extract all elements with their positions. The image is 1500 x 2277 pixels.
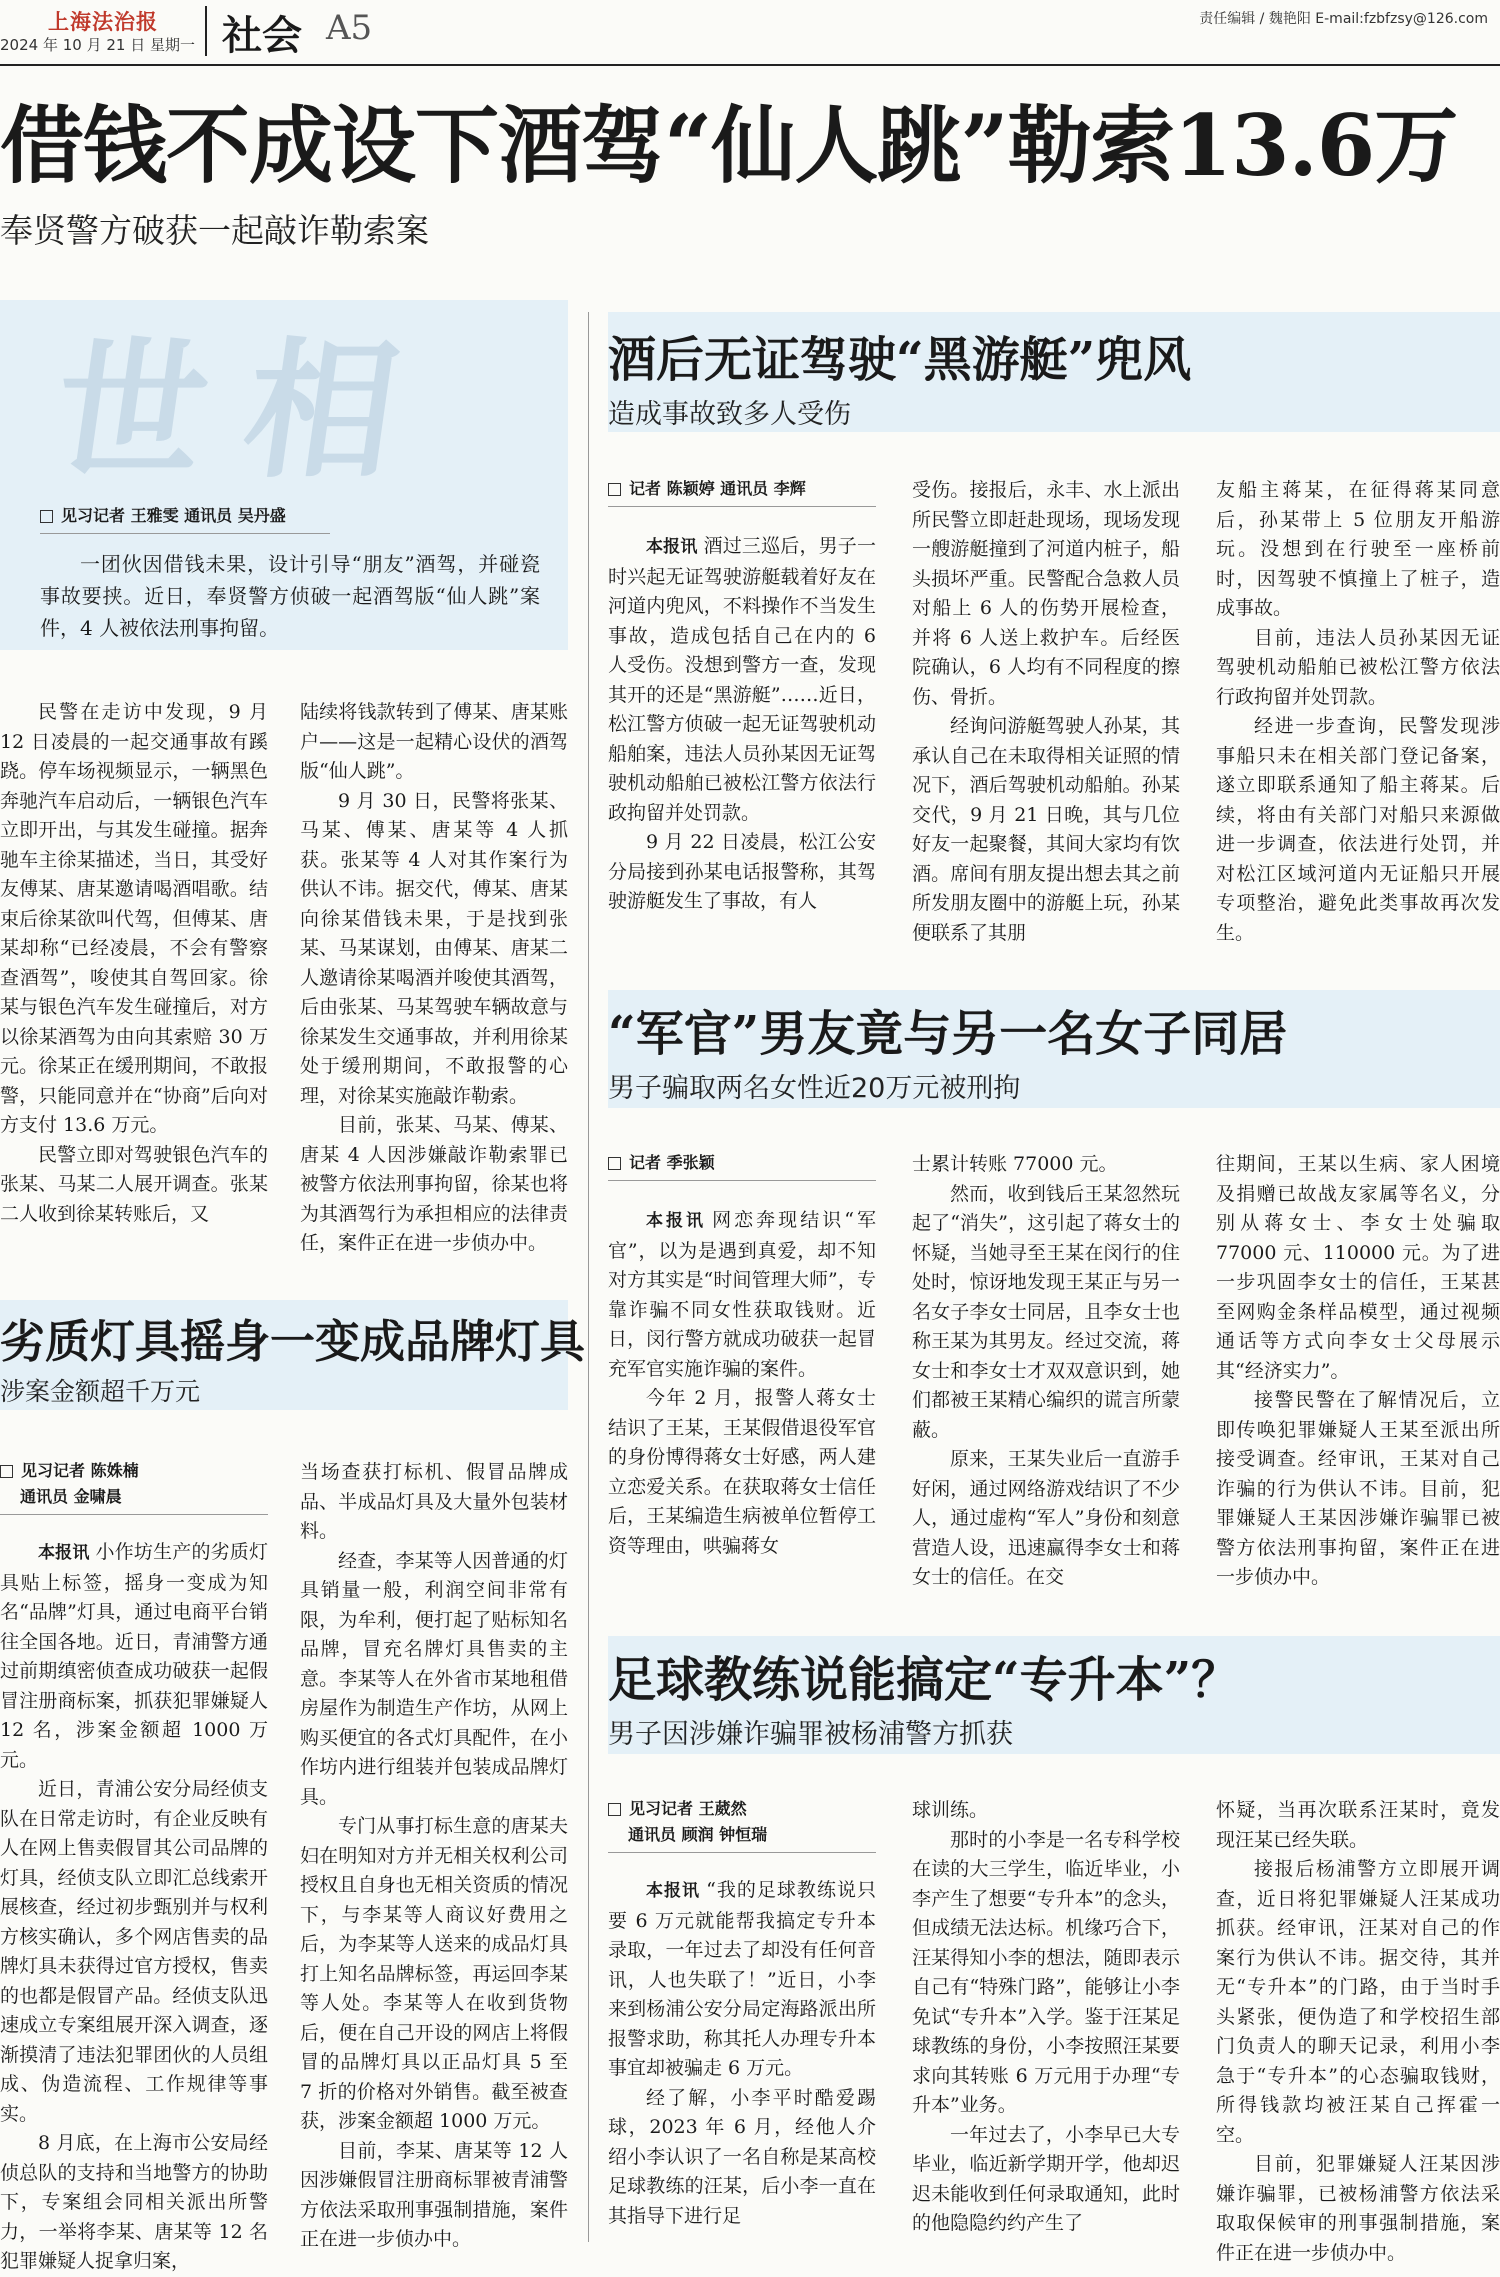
paragraph: 那时的小李是一名专科学校在读的大三学生，临近毕业，小李产生了想要“专升本”的念头，但成绩无法达标。机缘巧合下，汪某得知小李的想法，随即表示自己有“特殊门路”，能够让小李免试“专升本”入学。鉴于汪某足球教练的身份，小李按照汪某要求向其转账 6 万元用于办理“专升本”业务。 — [912, 1828, 1180, 2116]
issue-date: 2024 年 10 月 21 日 星期一 — [0, 36, 195, 54]
byline-box-icon — [608, 1157, 621, 1170]
officer-byline — [608, 1150, 876, 1181]
paragraph: 士累计转账 77000 元。 — [912, 1153, 1118, 1175]
coach-col-2 — [912, 1796, 1180, 2239]
lamps-title: 劣质灯具摇身一变成品牌灯具 — [0, 1315, 586, 1368]
officer-col-1 — [608, 1206, 876, 1561]
paragraph: 原来，王某失业后一直游手好闲，通过网络游戏结识了不少人，通过虚构“军人”身份和刻意营造人设，迅速赢得李女士和蒋女士的信任。在交 — [912, 1448, 1180, 1588]
lead-byline-text: 见习记者 王雅雯 通讯员 吴丹盛 — [61, 506, 286, 525]
paragraph: 友船主蒋某，在征得蒋某同意后，孙某带上 5 位朋友开船游玩。没想到在行驶至一座桥前时，因驾驶不慎撞上了桩子，造成事故。 — [1216, 479, 1500, 619]
paragraph: “我的足球教练说只要 6 万元就能帮我搞定专升本录取，一年过去了却没有任何音讯，人也失联了！”近日，小李来到杨浦公安分局定海路派出所报警求助，称其托人办理专升本事宜却被骗走 6 万元。 — [608, 1879, 876, 2079]
paragraph: 经进一步查询，民警发现涉事船只未在相关部门登记备案，遂立即联系通知了船主蒋某。后续，将由有关部门对船只来源做进一步调查，依法进行处罚，并对松江区域河道内无证船只开展专项整治，避免此类事故再次发生。 — [1216, 715, 1500, 944]
coach-col-1 — [608, 1876, 876, 2231]
lead-byline — [40, 503, 330, 534]
paragraph: 9 月 22 日凌晨，松江公安分局接到孙某电话报警称，其驾驶游艇发生了事故，有人 — [608, 831, 876, 912]
paragraph: 经查，李某等人因普通的灯具销量一般，利润空间非常有限，为牟利，便打起了贴标知名品牌，冒充名牌灯具售卖的主意。李某等人在外省市某地租借房屋作为制造生产作坊，从网上购买便宜的各式灯具配件，在小作坊内进行组装并包装成品牌灯具。 — [300, 1549, 568, 1808]
lead-intro-text: 一团伙因借钱未果，设计引导“朋友”酒驾，并碰瓷事故要挟。近日，奉贤警方侦破一起酒驾版“仙人跳”案件，4 人被依法刑事拘留。 — [40, 552, 540, 640]
paragraph: 怀疑，当再次联系汪某时，竟发现汪某已经失联。 — [1216, 1799, 1500, 1851]
coach-byline-1: 见习记者 王葳然 — [629, 1799, 747, 1818]
lamps-byline-2: 通讯员 金啸晨 — [20, 1487, 122, 1506]
boat-lead: 本报讯 — [646, 537, 698, 557]
paragraph: 往期间，王某以生病、家人困境及捐赠已故战友家属等名义，分别从蒋女士、李女士处骗取 77000 元、110000 元。为了进一步巩固李女士的信任，王某甚至网购金条样品模型，通过视频通话等方式向李女士父母展示其“经济实力”。 — [1216, 1153, 1500, 1382]
lamps-byline — [0, 1458, 268, 1515]
lamps-byline-1: 见习记者 陈姝楠 — [21, 1461, 139, 1480]
officer-lead: 本报讯 — [646, 1211, 707, 1231]
officer-byline-text: 记者 季张颖 — [629, 1153, 715, 1172]
masthead — [0, 0, 1500, 62]
officer-col-2 — [912, 1150, 1180, 1593]
coach-byline-2: 通讯员 顾润 钟恒瑞 — [628, 1825, 768, 1844]
boat-title: 酒后无证驾驶“黑游艇”兜风 — [608, 332, 1192, 388]
lamps-col-2 — [300, 1458, 568, 2255]
column-logo-shixiang: 世相 — [43, 323, 449, 499]
boat-col-2 — [912, 476, 1180, 948]
officer-subtitle: 男子骗取两名女性近20万元被刑拘 — [608, 1073, 1021, 1104]
masthead-rule — [0, 64, 1500, 66]
paragraph: 受伤。接报后，永丰、水上派出所民警立即赶赴现场，现场发现一艘游艇撞到了河道内桩子，船头损坏严重。民警配合急救人员对船上 6 人的伤势开展检查，并将 6 人送上救护车。后经医院确认，6 人均有不同程度的擦伤、骨折。 — [912, 479, 1180, 708]
byline-box-icon — [0, 1465, 13, 1478]
byline-box-icon — [608, 483, 621, 496]
paragraph: 民警在走访中发现，9 月 12 日凌晨的一起交通事故有蹊跷。停车场视频显示，一辆黑色奔驰汽车启动后，一辆银色汽车立即开出，与其发生碰撞。据奔驰车主徐某描述，当日，其受好友傅某、唐某邀请喝酒唱歌。结束后徐某欲叫代驾，但傅某、唐某却称“已经凌晨，不会有警察查酒驾”，唆使其自驾回家。徐某与银色汽车发生碰撞后，对方以徐某酒驾为由向其索赔 30 万元。徐某正在缓刑期间，不敢报警，只能同意并在“协商”后向对方支付 13.6 万元。 — [0, 701, 268, 1136]
lamps-subtitle: 涉案金额超千万元 — [0, 1377, 201, 1406]
coach-subtitle: 男子因涉嫌诈骗罪被杨浦警方抓获 — [608, 1719, 1013, 1750]
lamps-col-1 — [0, 1538, 268, 2277]
paragraph: 经询问游艇驾驶人孙某，其承认自己在未取得相关证照的情况下，酒后驾驶机动船舶。孙某交代，9 月 21 日晚，其与几位好友一起聚餐，其间大家均有饮酒。席间有朋友提出想去其之前所发朋友圈中的游艇上玩，孙某便联系了其朋 — [912, 715, 1180, 944]
paragraph: 陆续将钱款转到了傅某、唐某账户——这是一起精心设伏的酒驾版“仙人跳”。 — [300, 701, 568, 782]
paragraph: 酒过三巡后，男子一时兴起无证驾驶游艇载着好友在河道内兜风，不料操作不当发生事故，造成包括自己在内的 6 人受伤。没想到警方一查，发现其开的还是“黑游艇”……近日，松江警方侦破一起无证驾驶机动船舶案，违法人员孙某因无证驾驶机动船舶已被松江警方依法行政拘留并处罚款。 — [608, 535, 876, 824]
lead-col-2 — [300, 698, 568, 1259]
lead-subhead: 奉贤警方破获一起敲诈勒索案 — [0, 211, 429, 250]
paragraph: 小作坊生产的劣质灯具贴上标签，摇身一变成为知名“品牌”灯具，通过电商平台销往全国各地。近日，青浦警方通过前期缜密侦查成功破获一起假冒注册商标案，抓获犯罪嫌疑人 12 名，涉案金额超 1000 万元。 — [0, 1541, 268, 1771]
officer-col-3 — [1216, 1150, 1500, 1593]
paragraph: 球训练。 — [912, 1799, 989, 1821]
paragraph: 专门从事打标生意的唐某夫妇在明知对方并无相关权利公司授权且自身也无相关资质的情况下，与李某等人商议好费用之后，为李某等人送来的成品灯具打上知名品牌标签，再运回李某等人处。李某等人在收到货物后，便在自己开设的网店上将假冒的品牌灯具以正品灯具 5 至 7 折的价格对外销售。截至被查获，涉案金额超 1000 万元。 — [300, 1815, 568, 2132]
paragraph: 接报后杨浦警方立即展开调查，近日将犯罪嫌疑人汪某成功抓获。经审讯，汪某对自己的作案行为供认不讳。据交待，其并无“专升本”的门路，由于当时手头紧张，便伪造了和学校招生部门负责人的聊天记录，利用小李急于“专升本”的心态骗取钱财，所得钱款均被汪某自己挥霍一空。 — [1216, 1858, 1500, 2146]
paragraph: 接警民警在了解情况后，立即传唤犯罪嫌疑人王某至派出所接受调查。经审讯，王某对自己诈骗的行为供认不讳。目前，犯罪嫌疑人王某因涉嫌诈骗罪已被警方依法刑事拘留，案件正在进一步侦办中。 — [1216, 1389, 1500, 1588]
paragraph: 今年 2 月，报警人蒋女士结识了王某，王某假借退役军官的身份博得蒋女士好感，两人建立恋爱关系。在获取蒋女士信任后，王某编造生病被单位暂停工资等理由，哄骗蒋女 — [608, 1387, 876, 1557]
paragraph: 当场查获打标机、假冒品牌成品、半成品灯具及大量外包装材料。 — [300, 1461, 568, 1542]
boat-col-1 — [608, 532, 876, 917]
paragraph: 目前，李某、唐某等 12 人因涉嫌假冒注册商标罪被青浦警方依法采取刑事强制措施，案件正在进一步侦办中。 — [300, 2139, 568, 2250]
paragraph: 目前，犯罪嫌疑人汪某因涉嫌诈骗罪，已被杨浦警方依法采取取保候审的刑事强制措施，案件正在进一步侦办中。 — [1216, 2153, 1500, 2264]
paragraph: 民警立即对驾驶银色汽车的张某、马某二人展开调查。张某二人收到徐某转账后，又 — [0, 1143, 268, 1225]
paragraph: 经了解，小李平时酷爱踢球，2023 年 6 月，经他人介绍小李认识了一名自称是某高校足球教练的汪某，后小李一直在其指导下进行足 — [608, 2086, 876, 2227]
coach-title: 足球教练说能搞定“专升本”？ — [608, 1652, 1240, 1708]
paragraph: 一年过去了，小李早已大专毕业，临近新学期开学，他却迟迟未能收到任何录取通知，此时的他隐隐约约产生了 — [912, 2123, 1180, 2234]
newspaper-logo: 上海法治报 — [48, 9, 158, 34]
lamps-lead: 本报讯 — [38, 1543, 90, 1563]
coach-col-3 — [1216, 1796, 1500, 2268]
lead-intro — [40, 548, 540, 644]
boat-subtitle: 造成事故致多人受伤 — [608, 399, 851, 430]
lead-headline: 借钱不成设下酒驾“仙人跳”勒索13.6万 — [0, 96, 1458, 195]
section-name: 社会 — [222, 13, 302, 59]
paragraph: 网恋奔现结识“军官”，以为是遇到真爱，却不知对方其实是“时间管理大师”，专靠诈骗不同女性获取钱财。近日，闵行警方就成功破获一起冒充军官实施诈骗的案件。 — [608, 1209, 877, 1380]
paragraph: 近日，青浦公安分局经侦支队在日常走访时，有企业反映有人在网上售卖假冒其公司品牌的灯具，经侦支队立即汇总线索开展核查，经过初步甄别并与权利方核实确认，多个网店售卖的品牌灯具未获得过官方授权，售卖的也都是假冒产品。经侦支队迅速成立专案组展开深入调查，逐渐摸清了违法犯罪团伙的人员组成、伪造流程、工作规律等事实。 — [0, 1778, 268, 2125]
boat-col-3 — [1216, 476, 1500, 948]
page-number: A5 — [326, 8, 373, 48]
paragraph: 然而，收到钱后王某忽然玩起了“消失”，这引起了蒋女士的怀疑，当她寻至王某在闵行的住处时，惊讶地发现王某正与另一名女子李女士同居，且李女士也称王某为其男友。经过交流，蒋女士和李女士才双双意识到，她们都被王某精心编织的谎言所蒙蔽。 — [912, 1182, 1180, 1441]
paragraph: 9 月 30 日，民警将张某、马某、傅某、唐某等 4 人抓获。张某等 4 人对其作案行为供认不讳。据交代，傅某、唐某向徐某借钱未果，于是找到张某、马某谋划，由傅某、唐某二人邀请徐某喝酒并唆使其酒驾，后由张某、马某驾驶车辆故意与徐某发生交通事故，并利用徐某处于缓刑期间，不敢报警的心理，对徐某实施敲诈勒索。 — [300, 789, 568, 1107]
editor-credit: 责任编辑 / 魏艳阳 E-mail:fzbfzsy@126.com — [1199, 11, 1488, 27]
column-divider — [588, 312, 589, 2242]
coach-lead: 本报讯 — [646, 1881, 701, 1901]
boat-byline — [608, 476, 876, 507]
paragraph: 目前，违法人员孙某因无证驾驶机动船舶已被松江警方依法行政拘留并处罚款。 — [1216, 626, 1500, 708]
lead-col-1 — [0, 698, 268, 1229]
byline-box-icon — [608, 1803, 621, 1816]
masthead-divider — [205, 6, 207, 56]
officer-title: “军官”男友竟与另一名女子同居 — [608, 1006, 1288, 1062]
paragraph: 8 月底，在上海市公安局经侦总队的支持和当地警方的协助下，专案组会同相关派出所警力，一举将李某、唐某等 12 名犯罪嫌疑人捉拿归案， — [0, 2132, 268, 2272]
coach-byline — [608, 1796, 876, 1853]
paragraph: 目前，张某、马某、傅某、唐某 4 人因涉嫌敲诈勒索罪已被警方依法刑事拘留，徐某也将为其酒驾行为承担相应的法律责任，案件正在进一步侦办中。 — [300, 1114, 568, 1254]
boat-byline-text: 记者 陈颖婷 通讯员 李辉 — [629, 479, 806, 498]
byline-box-icon — [40, 510, 53, 523]
